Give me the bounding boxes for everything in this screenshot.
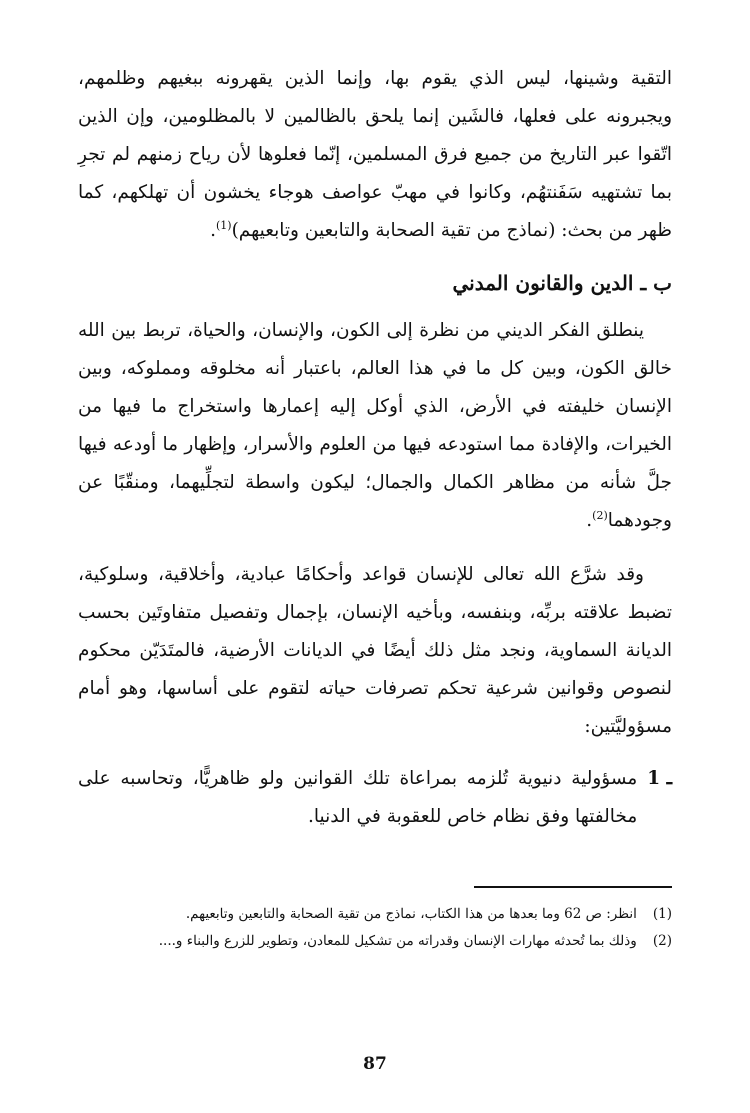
footnote-ref-2[interactable]: (2)	[592, 508, 608, 522]
footnote-2	[86, 929, 672, 954]
footnote-2-text: وذلك بما تُحدثه مهارات الإنسان وقدراته من تشكيل للمعادن، وتطوير للزرع والبناء و....	[158, 933, 637, 949]
footnote-1-number: (1)	[652, 906, 672, 922]
footnote-ref-1[interactable]: (1)	[215, 218, 232, 232]
section-heading: ب ـ الدين والقانون المدني	[452, 271, 672, 295]
page-body	[78, 60, 672, 836]
paragraph-3: وقد شرَّع الله تعالى للإنسان قواعد وأحكامًا عبادية، وأخلاقية، وسلوكية، تضبط علاقته بربِّه، وبنفسه، وبأخيه الإنسان، بإجمال وتفصيل متفاوتَين بحسب الديانة السماوية، ونجد مثل ذلك أيضًا في الديانات الأرضية، فالمتَدَيّن محكوم لنصوص وقوانين شرعية تحكم تصرفات حياته لتقوم على أساسها، وهو أمام مسؤوليَّتين:	[78, 564, 672, 737]
paragraph-2-end: .	[586, 510, 593, 531]
list-item	[78, 760, 672, 836]
footnote-1	[86, 902, 672, 927]
paragraph-2	[78, 312, 672, 540]
list-item-number: 1 ـ	[647, 768, 672, 789]
footnote-1-text: انظر: ص 62 وما بعدها من هذا الكتاب، نماذج من تقية الصحابة والتابعين وتابعيهم.	[185, 906, 637, 922]
paragraph-1-end: .	[210, 220, 216, 241]
paragraph-1	[78, 60, 672, 250]
page-number: 87	[363, 1054, 387, 1074]
footnotes	[86, 902, 672, 956]
footnote-2-number: (2)	[652, 933, 672, 949]
paragraph-2-text: ينطلق الفكر الديني من نظرة إلى الكون، والإنسان، والحياة، تربط بين الله خالق الكون، وبين كل ما في هذا العالم، باعتبار أنه مخلوقه ومملوكه، وبين الإنسان خليفته في الأرض، الذي أوكل إليه إعمارها واستخراج ما فيها من الخيرات، والإفادة مما استودعه فيها من العلوم والأسرار، وإظهار ما أودعه فيها جلَّ شأنه من مظاهر الكمال والجمال؛ ليكون واسطة لتجلِّيهما، ومنقّبًا عن وجودهما	[78, 320, 672, 531]
paragraph-gap	[78, 540, 672, 556]
list-item-text: مسؤولية دنيوية تُلزمه بمراعاة تلك القوانين ولو ظاهريًّا، وتحاسبه على مخالفتها وفق نظام خاص للعقوبة في الدنيا.	[78, 768, 638, 827]
footnote-divider	[474, 886, 672, 888]
paragraph-1-text: التقية وشينها، ليس الذي يقوم بها، وإنما الذين يقهرونه ببغيهم وظلمهم، ويجبرونه على فعلها، فالشَين إنما يلحق بالظالمين لا بالمظلومين، وإن الذين اتّقوا عبر التاريخ من جميع فرق المسلمين، إنّما فعلوها لأن رياح زمنهم لم تجرِ بما تشتهيه سَفَنتهُم، وكانوا في مهبّ عواصف هوجاء يخشون أن تهلكهم، كما ظهر من بحث: (نماذج من تقية الصحابة والتابعين وتابعيهم)	[78, 68, 672, 241]
